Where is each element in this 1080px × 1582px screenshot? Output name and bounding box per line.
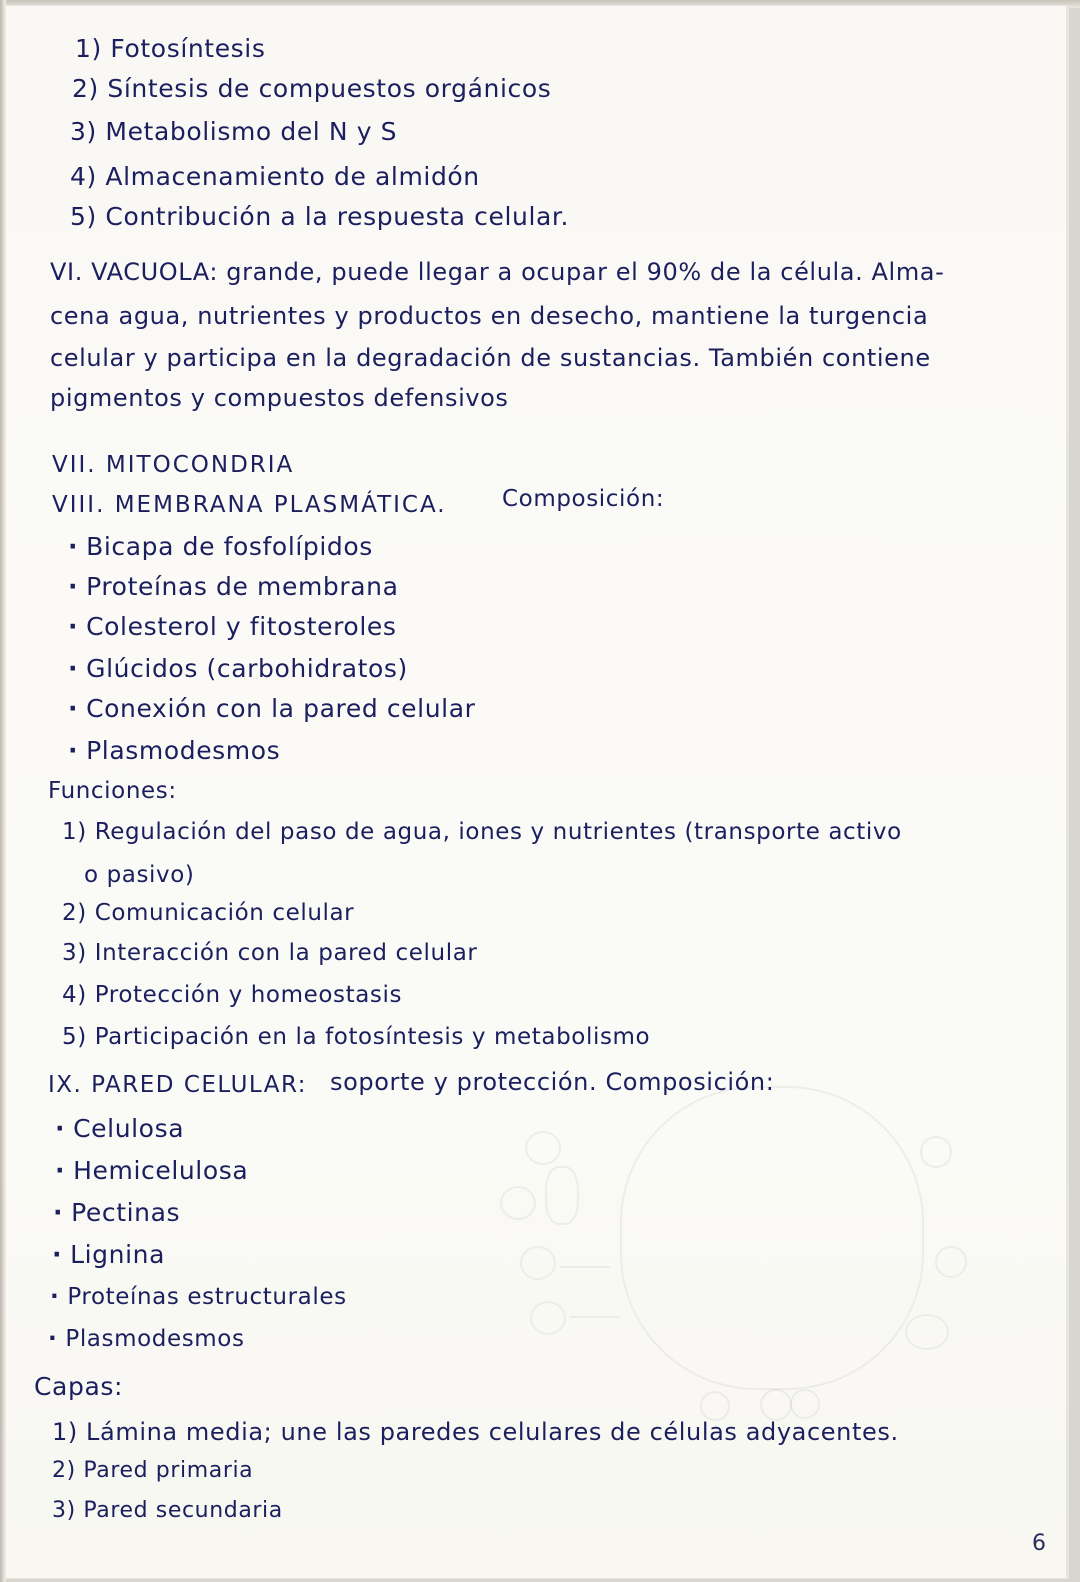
vacuola-line-3: celular y participa en la degradación de sustancias. También contiene (50, 344, 931, 372)
membrana-heading: VIII. MEMBRANA PLASMÁTICA. (52, 492, 447, 518)
plastid-function-3: 3) Metabolismo del N y S (70, 117, 398, 146)
pared-composition-item: · Hemicelulosa (55, 1158, 248, 1183)
pared-composition-item: · Plasmodesmos (48, 1328, 245, 1351)
plastid-function-1: 1) Fotosíntesis (75, 34, 266, 63)
bleed-through-circle (530, 1301, 566, 1335)
membrana-function-3: 3) Interacción con la pared celular (62, 940, 478, 966)
plastid-function-5: 5) Contribución a la respuesta celular. (70, 202, 570, 231)
notebook-page (0, 6, 1068, 1578)
membrana-function-1: 1) Regulación del paso de agua, iones y nutrientes (transporte activo (62, 819, 902, 845)
pared-layers-label: Capas: (34, 1372, 124, 1401)
bleed-through-circle (520, 1246, 556, 1280)
bleed-through-circle (905, 1314, 949, 1350)
bleed-through-circle (545, 1166, 579, 1225)
membrana-function-4: 4) Protección y homeostasis (62, 982, 403, 1008)
pared-heading: IX. PARED CELULAR: (48, 1072, 308, 1098)
membrana-composition-item: · Colesterol y fitosteroles (68, 614, 396, 639)
bleed-through-circle (525, 1131, 561, 1165)
membrana-functions-label: Funciones: (48, 778, 177, 804)
mitocondria-heading: VII. MITOCONDRIA (52, 452, 295, 478)
pared-composition-item: · Proteínas estructurales (50, 1286, 347, 1309)
page-number: 6 (1032, 1531, 1046, 1556)
bleed-through-circle (935, 1246, 967, 1278)
plastid-function-4: 4) Almacenamiento de almidón (70, 162, 480, 191)
bleed-through-circle (760, 1389, 792, 1421)
bleed-through-line (570, 1316, 620, 1318)
membrana-composition-item: · Conexión con la pared celular (68, 696, 476, 721)
bleed-through-circle (920, 1136, 952, 1168)
vacuola-line-2: cena agua, nutrientes y productos en desecho, mantiene la turgencia (50, 302, 929, 330)
plastid-function-2: 2) Síntesis de compuestos orgánicos (72, 74, 552, 103)
membrana-composition-item: · Plasmodesmos (68, 738, 280, 763)
bleed-through-circle (500, 1186, 536, 1220)
pared-layer-2: 2) Pared primaria (52, 1458, 254, 1483)
membrana-composition-item: · Glúcidos (carbohidratos) (68, 656, 408, 681)
pared-layer-3: 3) Pared secundaria (52, 1498, 283, 1523)
pared-composition-item: · Pectinas (53, 1200, 180, 1225)
pared-description: soporte y protección. Composición: (330, 1068, 775, 1096)
pared-composition-item: · Celulosa (55, 1116, 184, 1141)
pared-composition-item: · Lignina (52, 1242, 165, 1267)
bleed-through-shape (620, 1086, 924, 1390)
membrana-composition-item: · Proteínas de membrana (68, 574, 399, 599)
page-left-edge (0, 0, 6, 1582)
membrana-composition-item: · Bicapa de fosfolípidos (68, 534, 373, 559)
vacuola-line-1: VI. VACUOLA: grande, puede llegar a ocupar el 90% de la célula. Alma- (50, 258, 945, 286)
bleed-through-line (560, 1266, 610, 1268)
membrana-composition-label: Composición: (502, 486, 665, 512)
vacuola-line-4: pigmentos y compuestos defensivos (50, 384, 509, 412)
membrana-function-1-cont: o pasivo) (84, 862, 195, 888)
bleed-through-circle (790, 1389, 820, 1419)
bleed-through-circle (700, 1391, 730, 1421)
membrana-function-2: 2) Comunicación celular (62, 900, 355, 926)
membrana-function-5: 5) Participación en la fotosíntesis y metabolismo (62, 1024, 651, 1050)
pared-layer-1: 1) Lámina media; une las paredes celulares de células adyacentes. (52, 1418, 899, 1446)
